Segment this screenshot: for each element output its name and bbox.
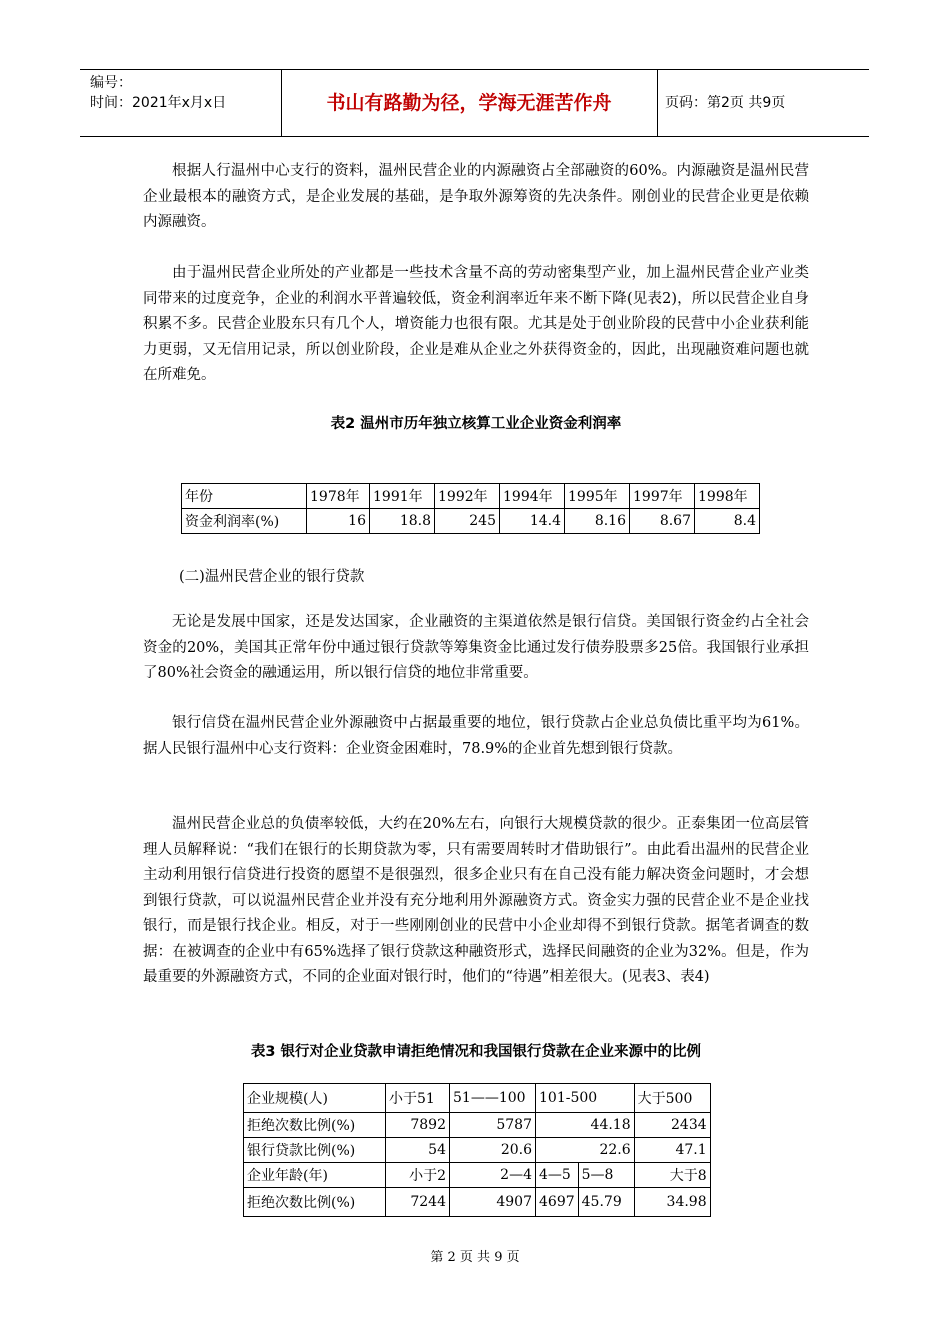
table2	[181, 483, 760, 534]
code-label: 编号：	[90, 75, 132, 91]
header-page-label: 页码：第2页 共9页	[665, 95, 786, 111]
table3	[243, 1083, 711, 1217]
table-cell: 5—8	[578, 1163, 634, 1188]
table-cell: 20.6	[450, 1138, 536, 1163]
table-cell: 7244	[386, 1188, 450, 1217]
table-cell: 47.1	[634, 1138, 710, 1163]
table-cell: 1992年	[435, 484, 500, 509]
table-cell: 资金利润率(%)	[182, 509, 307, 534]
table-cell: 企业规模(人)	[244, 1084, 386, 1113]
paragraph-2: 由于温州民营企业所处的产业都是一些技术含量不高的劳动密集型产业，加上温州民营企业产业类同带来的过度竞争，企业的利润水平普遍较低，资金利润率近年来不断下降(见表2)，所以民营企业自身积累不多。民营企业股东只有几个人，增资能力也很有限。尤其是处于创业阶段的民营中小企业获利能力更弱，又无信用记录，所以创业阶段，企业是难从企业之外获得资金的，因此，出现融资难问题也就在所难免。	[143, 265, 809, 383]
table-cell: 4907	[450, 1188, 536, 1217]
table-row	[244, 1188, 711, 1217]
table-cell: 企业年龄(年)	[244, 1163, 386, 1188]
paragraph-5: 温州民营企业总的负债率较低，大约在20%左右，向银行大规模贷款的很少。正泰集团一位高层管理人员解释说：“我们在银行的长期贷款为零，只有需要周转时才借助银行”。由此看出温州的民营企业主动利用银行信贷进行投资的愿望不是很强烈，很多企业只有在自己没有能力解决资金问题时，才会想到银行贷款，可以说温州民营企业并没有充分地利用外源融资方式。资金实力强的民营企业不是企业找银行，而是银行找企业。相反，对于一些刚刚创业的民营中小企业却得不到银行贷款。据笔者调查的数据：在被调查的企业中有65%选择了银行贷款这种融资形式，选择民间融资的企业为32%。但是，作为最重要的外源融资方式，不同的企业面对银行时，他们的“待遇”相差很大。(见表3、表4)	[143, 816, 809, 985]
table-cell: 拒绝次数比例(%)	[244, 1188, 386, 1217]
table-cell: 34.98	[634, 1188, 710, 1217]
table-cell: 16	[307, 509, 370, 534]
table-cell: 2—4	[450, 1163, 536, 1188]
table-cell: 5787	[450, 1113, 536, 1138]
table-cell: 44.18	[536, 1113, 635, 1138]
table-cell: 54	[386, 1138, 450, 1163]
table-cell: 1978年	[307, 484, 370, 509]
table3-caption: 表3 银行对企业贷款申请拒绝情况和我国银行贷款在企业来源中的比例	[250, 1044, 702, 1060]
table-cell: 18.8	[370, 509, 435, 534]
table-cell: 大于8	[634, 1163, 710, 1188]
table-cell: 2434	[634, 1113, 710, 1138]
table-cell: 1994年	[500, 484, 565, 509]
table-cell: 51——100	[450, 1084, 536, 1113]
table-cell: 22.6	[536, 1138, 635, 1163]
table-cell: 1995年	[565, 484, 630, 509]
table-cell: 45.79	[578, 1188, 634, 1217]
table-cell: 银行贷款比例(%)	[244, 1138, 386, 1163]
table-row	[182, 484, 760, 509]
table-row	[244, 1113, 711, 1138]
header-motto: 书山有路勤为径，学海无涯苦作舟	[326, 92, 612, 114]
date-label: 时间：2021年x月x日	[90, 95, 227, 111]
table-cell: 7892	[386, 1113, 450, 1138]
table-cell: 1991年	[370, 484, 435, 509]
table-cell: 4697	[536, 1188, 579, 1217]
table-row	[244, 1138, 711, 1163]
table-cell: 8.67	[630, 509, 695, 534]
table-cell: 14.4	[500, 509, 565, 534]
table-cell: 8.4	[695, 509, 760, 534]
table-row	[182, 509, 760, 534]
paragraph-3: 无论是发展中国家，还是发达国家，企业融资的主渠道依然是银行信贷。美国银行资金约占全社会资金的20%，美国其正常年份中通过银行贷款等筹集资金比通过发行债券股票多25倍。我国银行业承担了80%社会资金的融通运用，所以银行信贷的地位非常重要。	[143, 614, 809, 681]
paragraph-1: 根据人行温州中心支行的资料，温州民营企业的内源融资占全部融资的60%。内源融资是温州民营企业最根本的融资方式，是企业发展的基础，是争取外源筹资的先决条件。刚创业的民营企业更是依赖内源融资。	[143, 163, 809, 230]
table-cell: 年份	[182, 484, 307, 509]
header-meta	[90, 73, 226, 113]
table-cell: 大于500	[634, 1084, 710, 1113]
table-cell: 小于51	[386, 1084, 450, 1113]
table-cell: 1997年	[630, 484, 695, 509]
table-cell: 1998年	[695, 484, 760, 509]
page-header	[80, 69, 869, 137]
table-row	[244, 1163, 711, 1188]
header-divider	[657, 70, 658, 136]
table-cell: 4—5	[536, 1163, 579, 1188]
page-footer: 第 2 页 共 9 页	[430, 1250, 520, 1265]
table-cell: 拒绝次数比例(%)	[244, 1113, 386, 1138]
table-cell: 101-500	[536, 1084, 635, 1113]
table-cell: 8.16	[565, 509, 630, 534]
table2-caption: 表2 温州市历年独立核算工业企业资金利润率	[330, 416, 622, 432]
table-row	[244, 1084, 711, 1113]
table-cell: 245	[435, 509, 500, 534]
section-heading: (二)温州民营企业的银行贷款	[179, 569, 365, 585]
table-cell: 小于2	[386, 1163, 450, 1188]
paragraph-4: 银行信贷在温州民营企业外源融资中占据最重要的地位，银行贷款占企业总负债比重平均为61%。据人民银行温州中心支行资料：企业资金困难时，78.9%的企业首先想到银行贷款。	[143, 715, 809, 757]
